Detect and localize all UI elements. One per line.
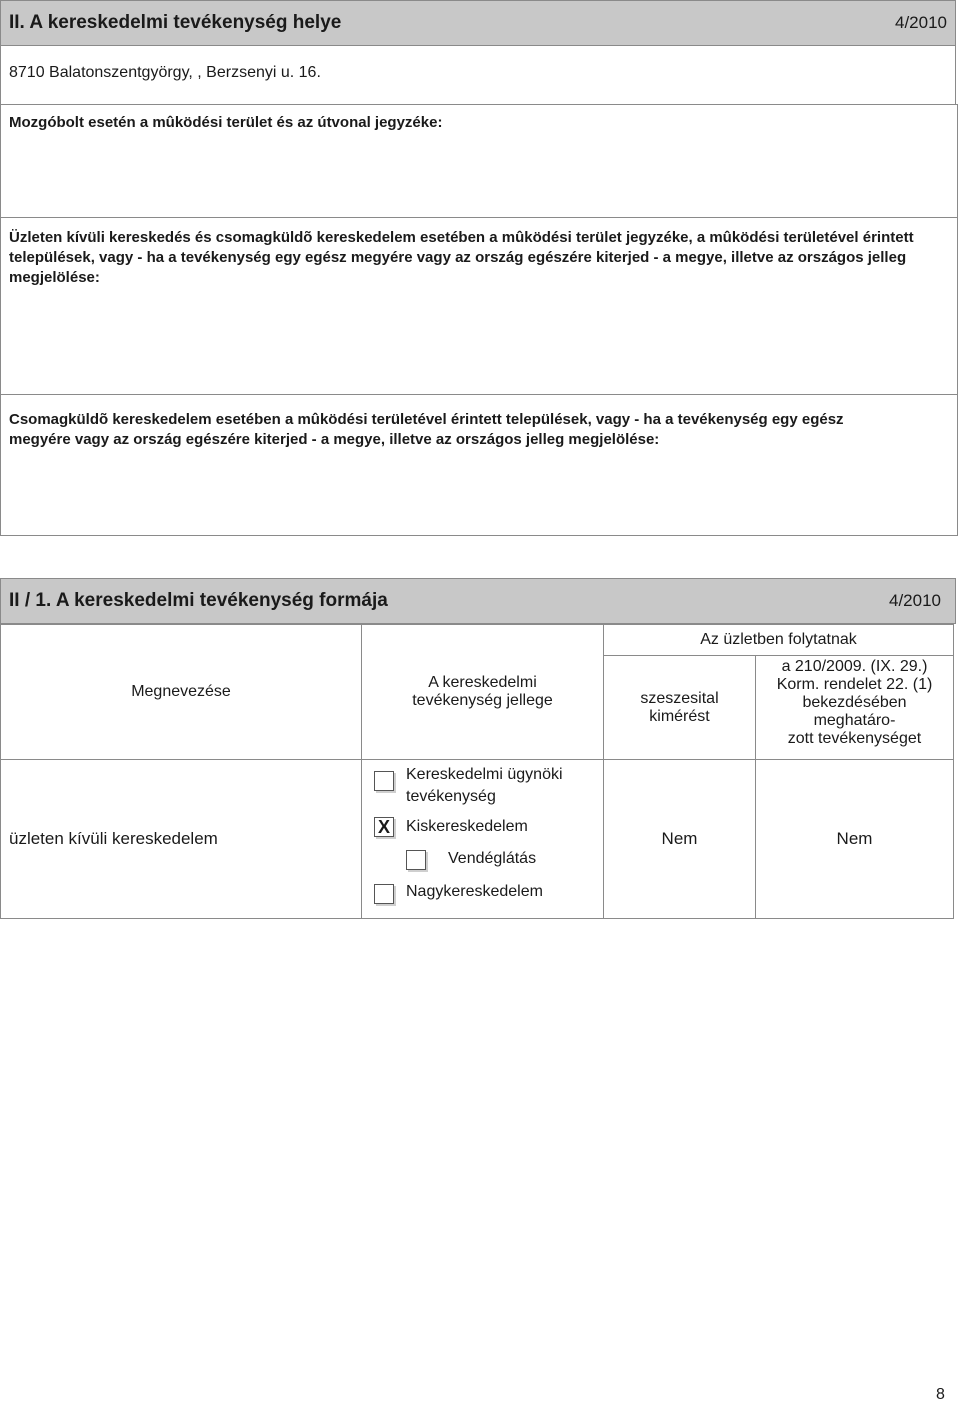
mobile-area-label: Mozgóbolt esetén a mûködési terület és az útvonal jegyzéke: (9, 114, 443, 131)
header-conducted-text: Az üzletben folytatnak (700, 631, 857, 648)
header-alcohol (603, 655, 756, 760)
row-alcohol (603, 759, 756, 919)
option-agent-line2: tevékenység (406, 788, 496, 805)
header-decree (755, 655, 954, 760)
mail-order-area-label: Csomagküldõ kereskedelem esetében a mûködési területével érintett települések, vagy - ha a tevékenység egy egész megyére vagy az ország egészére kiterjed - a megye, illetve az országos jelleg megjelölése: (9, 411, 844, 448)
header-alcohol-line1: szeszesital (640, 689, 719, 707)
header-nature (361, 624, 604, 760)
header-alcohol-line2: kimérést (649, 707, 710, 725)
header-decree-line4: meghatáro- (813, 712, 896, 729)
option-agent-label (406, 764, 563, 808)
page-number: 8 (936, 1386, 945, 1403)
row-decree-value: Nem (836, 829, 873, 848)
section-location-title: II. A kereskedelmi tevékenység helye (9, 12, 342, 33)
section-form-code: 4/2010 (889, 591, 941, 610)
header-name (0, 624, 362, 760)
row-name-text: üzleten kívüli kereskedelem (9, 829, 218, 848)
mail-order-area-field (0, 394, 958, 536)
checkbox-wholesale[interactable] (374, 884, 394, 904)
header-decree-line1: a 210/2009. (IX. 29.) (781, 658, 928, 675)
address-field (0, 45, 956, 105)
checkbox-agent[interactable] (374, 771, 394, 791)
section-location-code: 4/2010 (895, 13, 947, 32)
address-text: 8710 Balatonszentgyörgy, , Berzsenyi u. 16. (9, 64, 321, 81)
option-agent-line1: Kereskedelmi ügynöki (406, 766, 563, 783)
header-decree-line2: Korm. rendelet 22. (1) (776, 676, 933, 693)
section-form-title: II / 1. A kereskedelmi tevékenység formája (9, 590, 388, 611)
header-decree-line5: zott tevékenységet (787, 730, 922, 747)
row-decree (755, 759, 954, 919)
outside-shop-area-field (0, 217, 958, 395)
option-retail-label: Kiskereskedelem (406, 818, 528, 835)
checkbox-catering[interactable] (406, 850, 426, 870)
header-conducted (603, 624, 954, 656)
header-nature-line2: tevékenység jellege (412, 692, 553, 709)
header-decree-line3: bekezdésében (802, 694, 907, 711)
checkbox-retail-mark: X (377, 817, 390, 837)
mobile-area-field (0, 104, 958, 218)
checkbox-retail[interactable] (374, 817, 394, 837)
section-form-header (0, 578, 956, 624)
outside-shop-area-label: Üzleten kívüli kereskedés és csomagküldõ kereskedelem esetében a mûködési terület jegyzéke, a mûködési területével érintett települések, vagy - ha a tevékenység egy egész megyére vagy az ország egészére kiterjed - a megye, illetve az országos jelleg megjelölése: (9, 229, 914, 286)
option-catering-label: Vendéglátás (448, 850, 537, 867)
header-nature-line1: A kereskedelmi (428, 674, 537, 691)
section-location-header (0, 0, 956, 46)
option-wholesale-label: Nagykereskedelem (406, 883, 543, 900)
header-name-text: Megnevezése (131, 683, 231, 700)
row-alcohol-value: Nem (661, 829, 698, 848)
row-name (0, 759, 362, 919)
